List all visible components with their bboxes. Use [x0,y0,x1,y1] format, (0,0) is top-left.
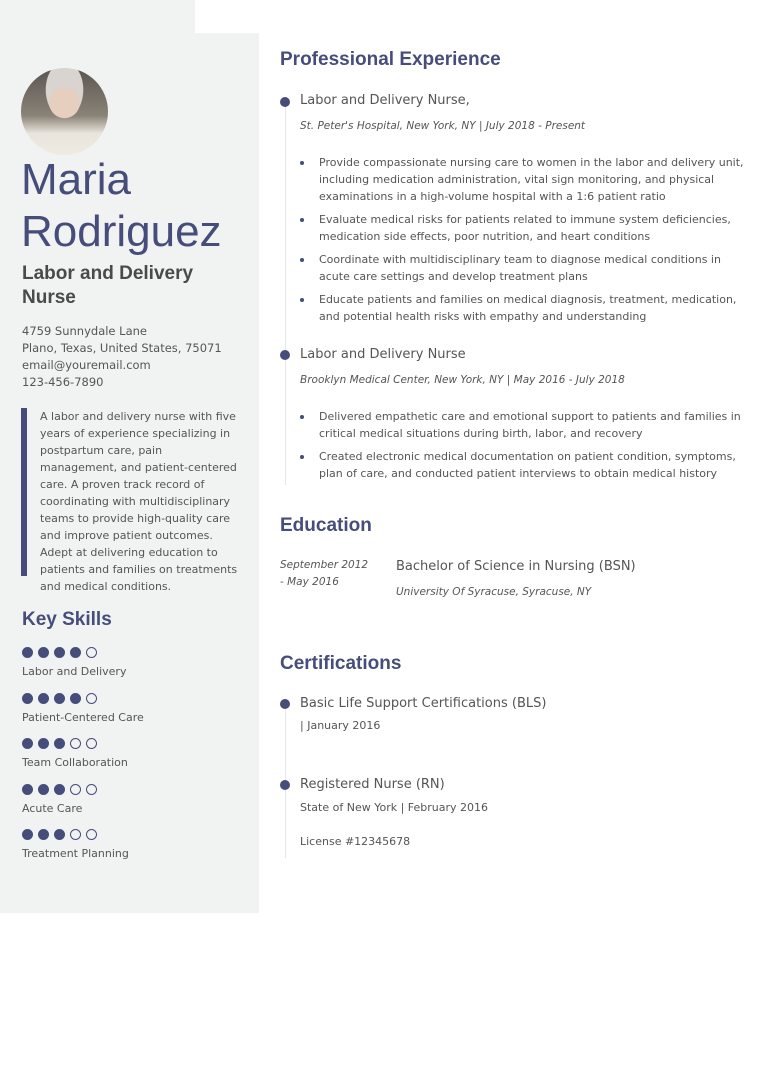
list-item: Provide compassionate nursing care to women in the labor and delivery unit, including medication administration, vital sign monitoring, and physical examinations in a high-volume hospital with a 1:6 patient ratio [300,154,745,205]
skill-rating [22,829,222,841]
list-item: Created electronic medical documentation on patient condition, symptoms, plan of care, and conducted patient interviews to obtain medical history [300,448,745,482]
list-item: Educate patients and families on medical diagnosis, treatment, medication, and potential health risks with empathy and understanding [300,291,745,325]
filled-dot-icon [38,829,49,840]
skill-rating [22,738,222,750]
address-line1: 4759 Sunnydale Lane [22,324,147,338]
filled-dot-icon [22,693,33,704]
job-title-2: Labor and Delivery Nurse [300,347,466,362]
filled-dot-icon [54,647,65,658]
education-school: University Of Syracuse, Syracuse, NY [396,586,592,598]
filled-dot-icon [22,829,33,840]
list-item: Evaluate medical risks for patients related to immune system deficiencies, medication side effects, poor nutrition, and heart conditions [300,211,745,245]
certifications-heading: Certifications [280,653,402,674]
empty-dot-icon [86,647,97,658]
contact-info [22,323,222,391]
job-bullets-1 [300,154,745,331]
skill-label: Treatment Planning [22,847,129,860]
skill-item [22,738,222,769]
timeline-dot [280,350,290,360]
job-title-1: Labor and Delivery Nurse, [300,93,470,108]
empty-dot-icon [70,738,81,749]
timeline-line [285,106,286,351]
skill-label: Labor and Delivery [22,665,127,678]
job-meta-2: Brooklyn Medical Center, New York, NY | May 2016 - July 2018 [300,374,625,386]
empty-dot-icon [86,738,97,749]
filled-dot-icon [22,647,33,658]
empty-dot-icon [86,829,97,840]
filled-dot-icon [54,693,65,704]
filled-dot-icon [54,738,65,749]
summary-accent-bar [21,408,27,576]
timeline-dot [280,780,290,790]
empty-dot-icon [70,784,81,795]
experience-heading: Professional Experience [280,49,501,70]
cert-name-2: Registered Nurse (RN) [300,777,445,792]
cert-name-1: Basic Life Support Certifications (BLS) [300,696,547,711]
filled-dot-icon [38,693,49,704]
skill-item [22,784,222,815]
cert-detail-1: | January 2016 [300,719,381,732]
timeline-line [285,360,286,485]
skill-item [22,693,222,724]
list-item: Coordinate with multidisciplinary team to diagnose medical conditions in acute care settings and develop treatment plans [300,251,745,285]
job-title: Labor and Delivery Nurse [22,263,194,308]
address-line2: Plano, Texas, United States, 75071 [22,341,222,355]
filled-dot-icon [70,693,81,704]
first-name: Maria [21,155,132,204]
job-meta-1: St. Peter's Hospital, New York, NY | July 2018 - Present [300,120,586,132]
skills-heading: Key Skills [22,609,112,630]
filled-dot-icon [38,647,49,658]
list-item: Delivered empathetic care and emotional support to patients and families in critical medical situations during birth, labor, and recovery [300,408,745,442]
skill-rating [22,784,222,796]
filled-dot-icon [54,829,65,840]
skill-label: Acute Care [22,801,83,815]
empty-dot-icon [86,784,97,795]
empty-dot-icon [70,829,81,840]
skill-label: Patient-Centered Care [22,710,144,724]
skill-rating [22,693,222,705]
timeline-dot [280,97,290,107]
filled-dot-icon [22,784,33,795]
education-dates: September 2012 - May 2016 [280,559,369,588]
filled-dot-icon [38,784,49,795]
filled-dot-icon [70,647,81,658]
skill-rating [22,647,222,659]
timeline-dot [280,699,290,709]
skill-item [22,829,222,860]
last-name: Rodriguez [21,207,222,256]
empty-dot-icon [86,693,97,704]
job-bullets-2 [300,408,745,488]
education-degree: Bachelor of Science in Nursing (BSN) [396,559,636,574]
phone: 123-456-7890 [22,375,104,389]
filled-dot-icon [22,738,33,749]
filled-dot-icon [54,784,65,795]
skill-item [22,647,222,678]
filled-dot-icon [38,738,49,749]
email[interactable]: email@youremail.com [22,358,151,372]
cert-detail-2: State of New York | February 2016 [300,801,489,814]
cert-license: License #12345678 [300,835,411,848]
education-heading: Education [280,515,372,536]
summary: A labor and delivery nurse with five years of experience specializing in postpartum care, pain management, and patient-centered care. A proven track record of coordinating with multidisciplinary teams to provide high-quality care and improve patient outcomes. Adept at delivering education to patients and families on treatments and medical conditions. [40,410,238,593]
profile-photo [21,68,108,155]
skill-label: Team Collaboration [22,756,128,769]
sidebar-notch [195,0,259,33]
